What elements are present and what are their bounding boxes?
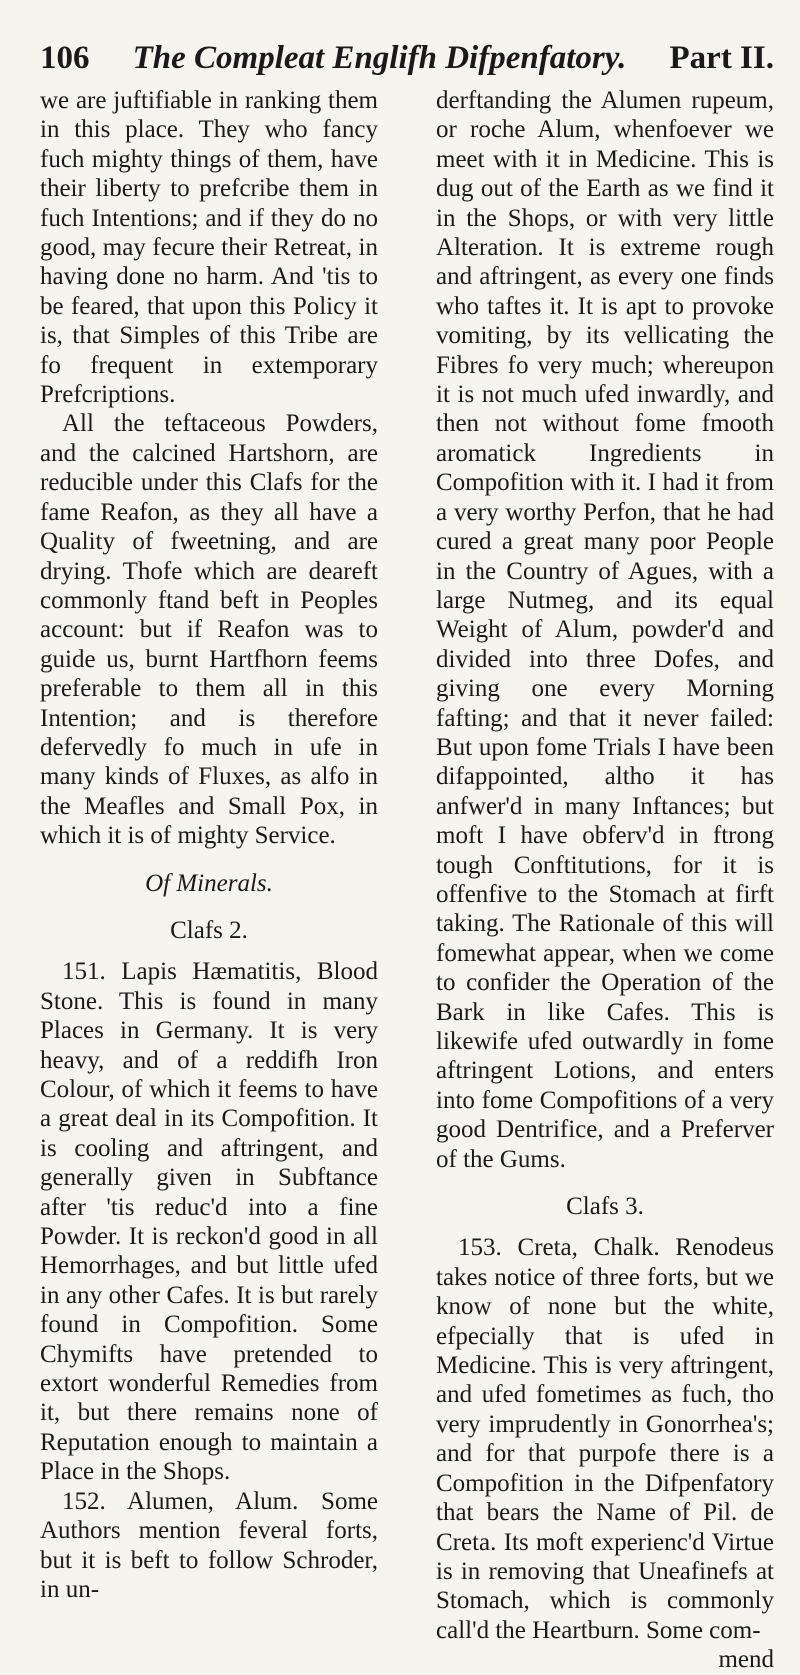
entry-paragraph: 152. Alumen, Alum. Some Authors mention feveral forts, but it is beft to follow Schroder, in un- — [40, 1487, 378, 1603]
entry-paragraph: 153. Creta, Chalk. Renodeus takes notice of three forts, but we know of none but the white, efpecially that is ufed in Medicine. This is very aftringent, and ufed fometimes as fuch, tho very imprudently in Gonorrhea's; and for that purpofe there is a Compofition in the Difpenfatory that bears the Name of Pil. de Creta. Its moft experienc'd Virtue is in removing that Uneafinefs at Stomach, which is commonly call'd the Heartburn. Some com- — [436, 1234, 774, 1644]
right-column — [436, 86, 774, 1675]
page-number: 106 — [40, 40, 90, 76]
running-header — [40, 38, 774, 78]
running-title: The Compleat Englifh Difpenfatory. — [132, 40, 627, 76]
section-heading: Of Minerals. — [145, 869, 273, 897]
class-label: Clafs 2. — [170, 916, 248, 944]
part-label: Part II. — [669, 40, 774, 76]
catchword: mend — [718, 1646, 774, 1674]
paragraph: we are juftifiable in ranking them in this place. They who fancy fuch mighty things of them, have their liberty to prefcribe them in fuch Intentions; and if they do no good, may fecure their Retreat, in having done no harm. And 'tis to be feared, that upon this Policy it is, that Simples of this Tribe are fo frequent in extemporary Prefcriptions. — [40, 87, 378, 409]
entry-paragraph: 151. Lapis Hæmatitis, Blood Stone. This is found in many Places in Germany. It is very heavy, and of a reddifh Iron Colour, of which it feems to have a great deal in its Compofition. It is cooling and aftringent, and generally given in Subftance after 'tis reduc'd into a fine Powder. It is reckon'd good in all Hemorrhages, and but little ufed in any other Cafes. It is but rarely found in Compofition. Some Chymifts have pretended to extort wonderful Remedies from it, but there remains none of Reputation enough to maintain a Place in the Shops. — [40, 958, 378, 1486]
text-columns — [40, 86, 774, 1675]
paragraph: All the teftaceous Powders, and the calcined Hartshorn, are reducible under this Clafs for the fame Reafon, as they all have a Quality of fweetning, and are drying. Thofe which are deareft commonly ftand beft in Peoples account: but if Reafon was to guide us, burnt Hartfhorn feems preferable to them all in this Intention; and is therefore defervedly fo much in ufe in many kinds of Fluxes, as alfo in the Meafles and Small Pox, in which it is of mighty Service. — [40, 410, 378, 850]
left-column — [40, 86, 378, 1675]
paragraph: derftanding the Alumen rupeum, or roche Alum, whenfoever we meet with it in Medicine. This is dug out of the Earth as we find it in the Shops, or with very little Alteration. It is extreme rough and aftringent, as every one finds who taftes it. It is apt to provoke vomiting, by its vellicating the Fibres fo very much; whereupon it is not much ufed inwardly, and then not without fome fmooth aromatick Ingredients in Compofition with it. I had it from a very worthy Perfon, that he had cured a great many poor People in the Country of Agues, with a large Nutmeg, and its equal Weight of Alum, powder'd and divided into three Dofes, and giving one every Morning fafting; and that it never failed: But upon fome Trials I have been difappointed, altho it has anfwer'd in many Inftances; but moft I have obferv'd in ftrong tough Conftitutions, for it is offenfive to the Stomach at firft taking. The Rationale of this will fomewhat appear, when we come to confider the Operation of the Bark in like Cafes. This is likewife ufed outwardly in fome aftringent Lotions, and enters into fome Compofitions of a very good Dentrifice, and a Preferver of the Gums. — [436, 87, 774, 1173]
class-label: Clafs 3. — [566, 1193, 644, 1221]
